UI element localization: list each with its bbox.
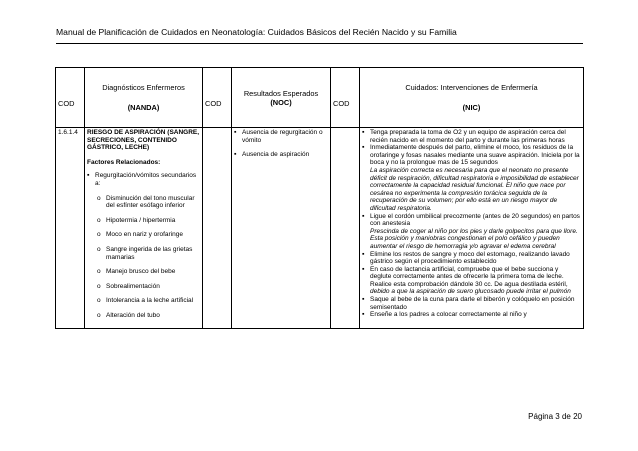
- intervention-note: La aspiración correcta es necesaria para que el neonato no presente déficit de respiración, dificultad respiratoria e imposibilidad de establecer correctamente la capacidad residual funcional. El niño que nace por cesárea no experimenta la compresión torácica seguida de la recuperación de su volumen; por ello está en un riesgo mayor de dificultad respiratoria.: [370, 166, 579, 212]
- intervention-note: Prescinda de coger al niño por los pies y darle golpecitos para que llore. Esta posición y maniobras congestionan el polo cefálico y pueden aumentar el riesgo de hemorragia y/o agravar el edema cerebral: [370, 227, 578, 250]
- sub-factor-item: o Intolerancia a la leche artificial: [97, 297, 200, 305]
- header-cod-1: COD: [56, 68, 85, 128]
- interventions-cell: [360, 128, 584, 329]
- sub-factor-item: o Hipotermia / hipertermia: [97, 217, 200, 225]
- care-plan-table: [55, 67, 584, 329]
- header-diagnosis-title: Diagnósticos Enfermeros: [102, 83, 185, 92]
- header-interventions-title: Cuidados: Intervenciones de Enfermería: [405, 83, 538, 92]
- diagnosis-title: RIESGO DE ASPIRACIÓN (SANGRE, SECRECIONES, CONTENIDO GÁSTRICO, LECHE): [87, 129, 200, 152]
- diagnosis-cell: [85, 128, 203, 329]
- page-header-title: Manual de Planificación de Cuidados en Neonatología: Cuidados Básicos del Recién Nacido y su Familia: [56, 27, 457, 37]
- header-outcomes-code: (NOC): [270, 97, 292, 107]
- header-cod-2: COD: [203, 68, 232, 128]
- header-outcomes: [232, 68, 331, 128]
- sub-factor-item: o Alteración del tubo: [97, 312, 200, 320]
- row-cod: 1.6.1.4: [56, 128, 85, 329]
- intervention-item: ▪ Elimine los restos de sangre y moco del estomago, realizando lavado gástrico según el procedimiento establecido: [362, 251, 581, 266]
- intervention-item: ▪ Ligue el cordón umbilical precozmente (antes de 20 segundos) en partos con anestesia Prescinda de coger al niño por los pies y darle golpecitos para que llore. Esta posición y maniobras congestionan el polo cefálico y pueden aumentar el riesgo de hemorragia y/o agravar el edema cerebral: [362, 213, 581, 251]
- outcomes-cell: [232, 128, 331, 329]
- header-outcomes-title: Resultados Esperados: [243, 88, 319, 98]
- intervention-item: ▪ Tenga preparada la toma de O2 y un equipo de aspiración cerca del recién nacido en el momento del parto y durante las primeras horas: [362, 129, 581, 144]
- header-diagnosis-code: (NANDA): [127, 103, 160, 112]
- sub-factor-item: o Moco en nariz y orofaringe: [97, 231, 200, 239]
- intervention-item: ▪ Inmediatamente después del parto, elimine el moco, los residuos de la orofaringe y fosas nasales mediante una suave aspiración. Iniciela por la boca y no la prolongue mas de 15 segundos La aspiración correcta es necesaria para que el neonato no presente déficit de respiración, dificultad respiratoria e imposibilidad de establecer correctamente la capacidad residual funcional. El niño que nace por cesárea no experimenta la compresión torácica seguida de la recuperación de su volumen; por ello está en un riesgo mayor de dificultad respiratoria.: [362, 144, 581, 212]
- outcome-item: ▪ Ausencia de regurgitación o vómito: [234, 129, 328, 144]
- sub-factor-item: o Sobrealimentación: [97, 283, 200, 291]
- table-header-row: [56, 68, 584, 128]
- header-diagnosis: [85, 68, 203, 128]
- intervention-item: ▪ En caso de lactancia artificial, compruebe que el bebe succiona y deglute correctamente antes de ofrecerle la primera toma de leche. Realice esta comprobación dándole 30 cc. De agua destilada estéril, debido a que la aspiración de suero glucosado puede irritar el pulmón: [362, 266, 581, 296]
- table-row: [56, 128, 584, 329]
- sub-factor-list: [97, 195, 200, 320]
- page-number: Página 3 de 20: [528, 412, 582, 421]
- factor-main: ▪ Regurgitación/vómitos secundarios a: o Disminución del tono muscular del esfínter esófago inferior o Hipotermia / hipertermia o Moco en nariz y orofaringe o Sangre ingerida de las grietas mamarias o Manejo brusco del bebe o Sobrealimentación o Intolerancia a la leche artificial o Alteración del tubo: [87, 172, 200, 319]
- row-cod-3: [331, 128, 360, 329]
- intervention-note: debido a que la aspiración de suero glucosado puede irritar el pulmón: [370, 288, 571, 296]
- header-interventions-code: (NIC): [462, 103, 481, 112]
- row-cod-2: [203, 128, 232, 329]
- related-factors-label: Factores Relacionados:: [87, 158, 161, 166]
- sub-factor-item: o Manejo brusco del bebe: [97, 268, 200, 276]
- intervention-item: ▪ Saque al bebe de la cuna para darle el biberón y colóquelo en posición semisentado: [362, 296, 581, 311]
- header-interventions: [360, 68, 584, 128]
- outcome-list: [234, 129, 328, 159]
- factor-list: [87, 172, 200, 319]
- sub-factor-item: o Sangre ingerida de las grietas mamarias: [97, 246, 200, 261]
- intervention-list: [362, 129, 581, 319]
- header-divider: [56, 43, 583, 44]
- intervention-item: ▪ Enseñe a los padres a colocar correctamente al niño y: [362, 311, 581, 319]
- outcome-item: ▪ Ausencia de aspiración: [234, 151, 328, 159]
- header-cod-3: COD: [331, 68, 360, 128]
- sub-factor-item: o Disminución del tono muscular del esfínter esófago inferior: [97, 195, 200, 210]
